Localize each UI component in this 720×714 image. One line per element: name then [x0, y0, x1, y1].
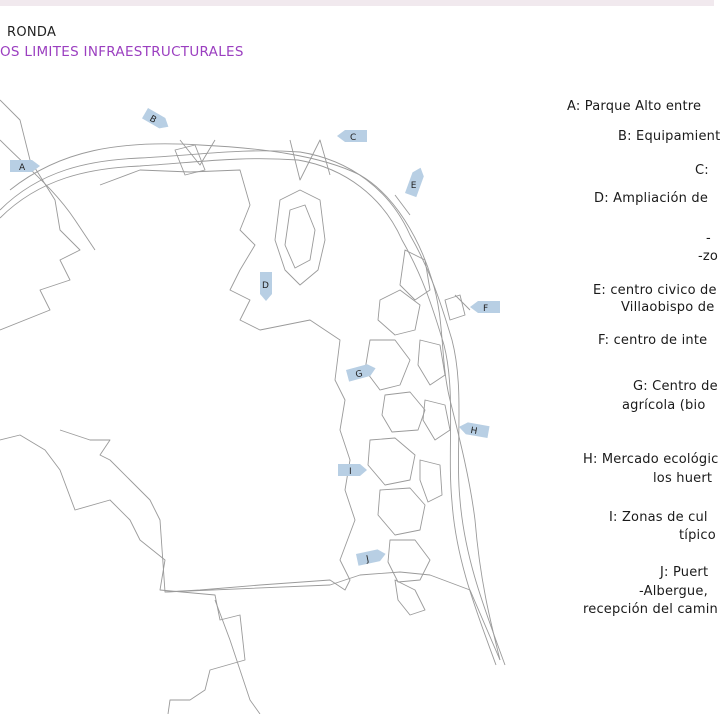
road-south [165, 572, 500, 660]
block-j [395, 580, 425, 615]
block-f [445, 295, 465, 320]
legend-e: E: centro civico de [593, 283, 717, 298]
urban-boundary-west [60, 170, 355, 592]
urban-boundary [0, 100, 80, 330]
marker-a-label: A [19, 163, 26, 173]
legend-j-line2: -Albergue, [639, 584, 708, 599]
legend-c: C: [695, 163, 709, 178]
marker-g-label: G [354, 369, 364, 381]
legend-f: F: centro de inte [598, 333, 708, 348]
road-south-2 [215, 600, 260, 714]
rail-line [10, 144, 500, 660]
page-subtitle: OS LIMITES INFRAESTRUCTURALES [0, 44, 244, 60]
legend-d: D: Ampliación de [594, 191, 709, 206]
marker-c-label: C [350, 133, 357, 143]
marker-j-label: J [365, 554, 371, 565]
page-title: RONDA [7, 25, 57, 40]
legend-h: H: Mercado ecológic [583, 452, 719, 467]
park-d-area [275, 190, 325, 285]
legend-d-line3: -zo [698, 249, 719, 264]
marker-h [458, 421, 490, 439]
marker-h-label: H [469, 426, 478, 438]
marker-d [260, 272, 272, 301]
legend [520, 0, 720, 714]
legend-j-line3: recepción del camin [583, 602, 718, 617]
legend-i-line2: típico [679, 528, 716, 543]
marker-b-label: B [147, 114, 158, 126]
block-b [175, 145, 205, 175]
road-north-west [0, 140, 95, 250]
marker-i [338, 464, 367, 477]
legend-j: J: Puert [660, 565, 709, 580]
urban-boundary-south [0, 435, 245, 714]
park-cells [365, 290, 430, 582]
bridges [180, 140, 470, 310]
legend-a: A: Parque Alto entre [567, 99, 702, 114]
legend-h-line2: los huert [653, 471, 713, 486]
legend-d-line2: - [706, 231, 711, 246]
legend-i: I: Zonas de cul [609, 510, 708, 525]
legend-g-line2: agrícola (bio [622, 398, 706, 413]
legend-g: G: Centro de [633, 379, 718, 394]
marker-f-label: F [483, 304, 489, 314]
marker-a [10, 160, 40, 173]
marker-b [142, 108, 172, 133]
legend-e-line2: Villaobispo de [621, 300, 715, 315]
ring-road-inner [0, 159, 496, 665]
marker-j [356, 548, 387, 567]
marker-c [337, 130, 367, 143]
marker-i-label: I [349, 467, 352, 477]
marker-e-label: E [410, 180, 417, 191]
marker-e [405, 166, 426, 197]
marker-f [470, 301, 500, 314]
legend-b: B: Equipamient [618, 129, 720, 144]
marker-d-label: D [262, 281, 269, 291]
